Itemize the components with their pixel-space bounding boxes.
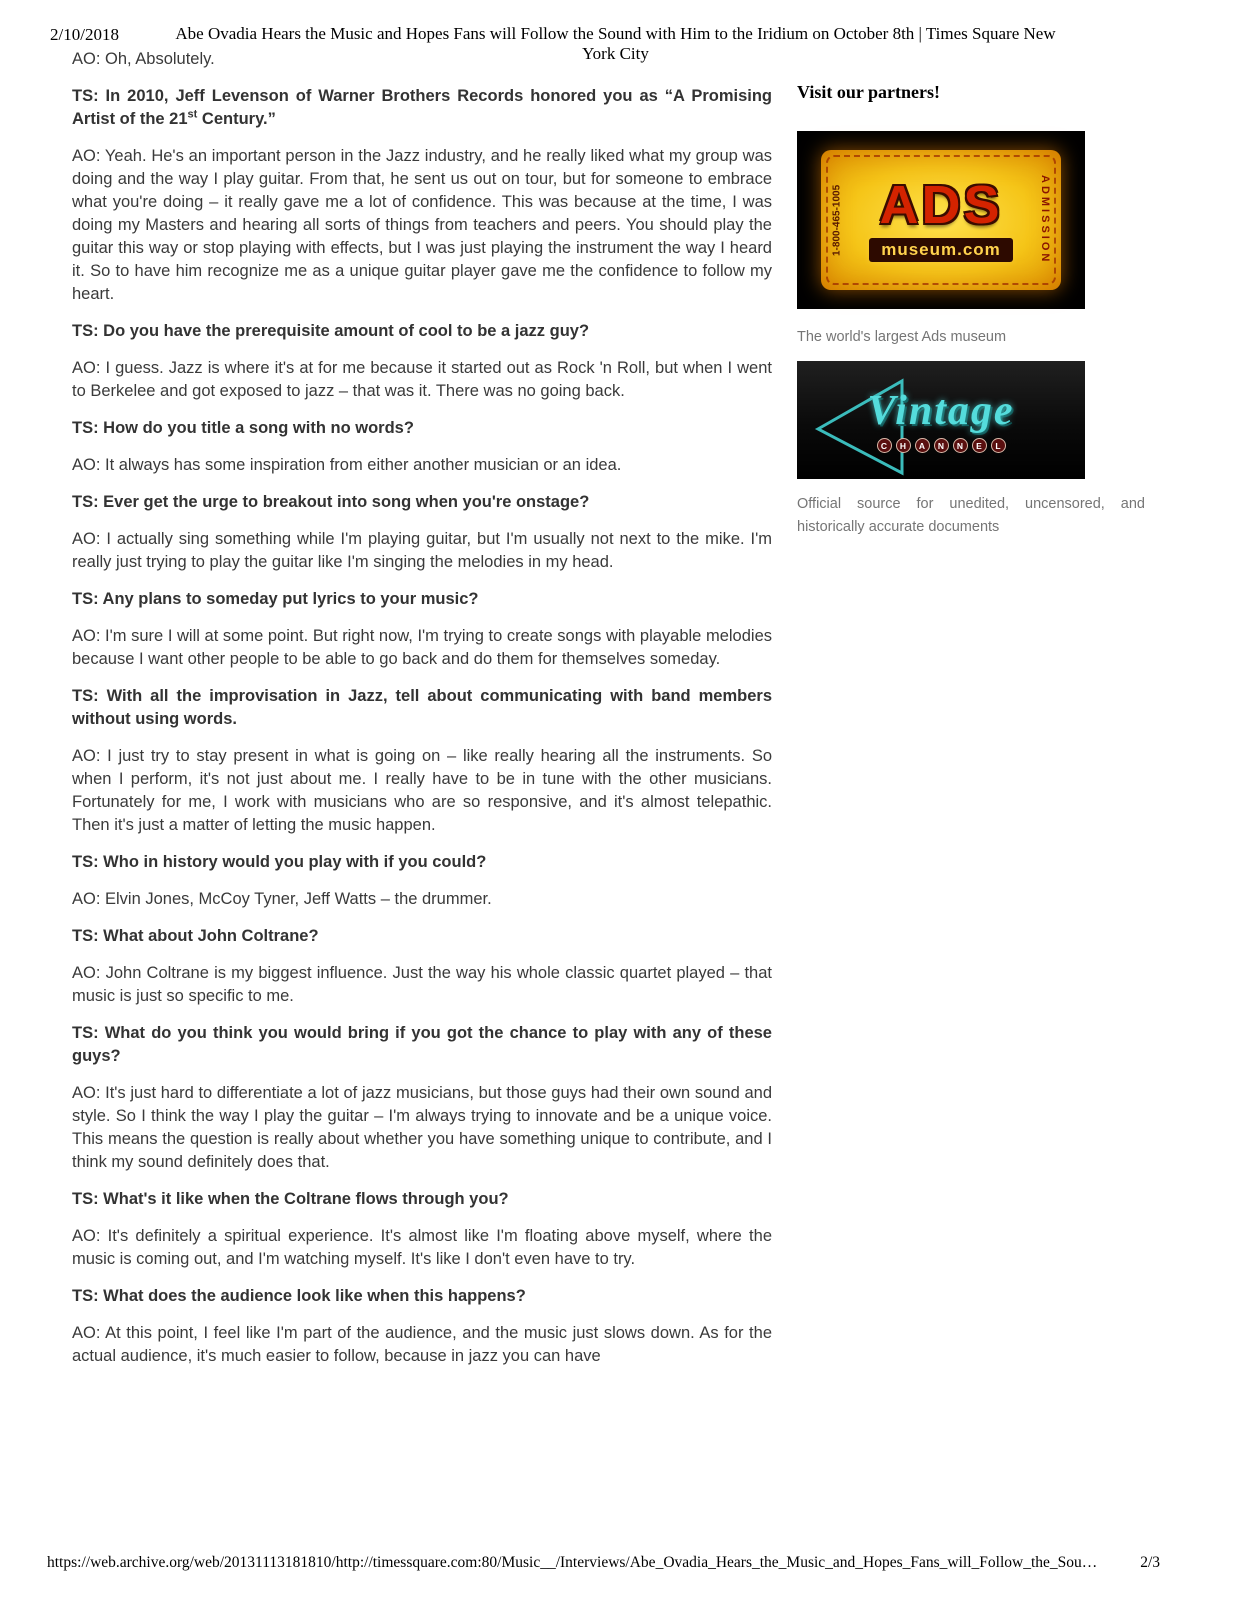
- interview-question: TS: What does the audience look like when this happens?: [72, 1287, 526, 1305]
- interview-answer: AO: Oh, Absolutely.: [72, 50, 215, 68]
- sidebar-title: Visit our partners!: [797, 82, 940, 102]
- interview-question: TS: In 2010, Jeff Levenson of Warner Brothers Records honored you as “A Promising Artist of the 21st Century.”: [72, 87, 772, 128]
- interview-question: TS: How do you title a song with no words?: [72, 419, 414, 437]
- ads-domain-text: museum.com: [869, 238, 1013, 262]
- vintage-channel-letter: E: [972, 438, 987, 453]
- partners-sidebar: [797, 82, 1161, 538]
- ads-brand-text: ADS: [879, 175, 1003, 235]
- interview-answer: AO: Yeah. He's an important person in the Jazz industry, and he really liked what my group was doing and the way I play guitar. From that, he sent us out on tour, but for someone to embrace what you're doing – it really gave me a lot of confidence. This was because at the time, I was doing my Masters and hearing all sorts of things from teachers and peers. You should play the guitar this way or stop playing with effects, but I was just playing the instrument the way I heard it. So to have him recognize me as a unique guitar player gave me the confidence to follow my heart.: [72, 147, 772, 303]
- print-url: https://web.archive.org/web/20131113181810/http://timessquare.com:80/Music__/Interviews/Abe_Ovadia_Hears_the_Music_and_Hopes_Fans_will_Follow_the_Sou…: [47, 1554, 1098, 1571]
- vintage-channel-letter: H: [896, 438, 911, 453]
- vintage-channel-caption: Official source for unedited, uncensored, and historically accurate documents: [797, 496, 1145, 535]
- interview-answer: AO: I actually sing something while I'm playing guitar, but I'm usually not next to the mike. I'm really just trying to play the guitar like I'm singing the melodies in my head.: [72, 530, 772, 571]
- vintage-channel-letter: C: [877, 438, 892, 453]
- interview-answer: AO: Elvin Jones, McCoy Tyner, Jeff Watts – the drummer.: [72, 890, 492, 908]
- interview-answer: AO: I guess. Jazz is where it's at for me because it started out as Rock 'n Roll, but when I went to Berkelee and got exposed to jazz – that was it. There was no going back.: [72, 359, 772, 400]
- interview-question: TS: Who in history would you play with if you could?: [72, 853, 487, 871]
- vintage-logo: [816, 387, 1066, 453]
- vintage-channel-letter: N: [934, 438, 949, 453]
- interview-article: [72, 48, 772, 1382]
- ads-admission-text: ADMISSION: [1039, 175, 1051, 265]
- vintage-channel-letter: A: [915, 438, 930, 453]
- ads-ticket-graphic: [821, 150, 1061, 290]
- ads-phone-text: 1-800-465-1005: [831, 184, 843, 256]
- vintage-channel-letter: N: [953, 438, 968, 453]
- interview-question: TS: Do you have the prerequisite amount of cool to be a jazz guy?: [72, 322, 590, 340]
- print-page-number: 2/3: [1140, 1554, 1160, 1571]
- interview-answer: AO: It always has some inspiration from either another musician or an idea.: [72, 456, 622, 474]
- print-title: Abe Ovadia Hears the Music and Hopes Fans will Follow the Sound with Him to the Iridium on October 8th | Times Square New York City: [175, 24, 1056, 63]
- interview-question: TS: What about John Coltrane?: [72, 927, 319, 945]
- interview-answer: AO: I just try to stay present in what is going on – like really hearing all the instruments. So when I perform, it's not just about me. I really have to be in tune with the other musicians. Fortunately for me, I work with musicians who are so responsive, and it's almost telepathic. Then it's just a matter of letting the music happen.: [72, 747, 772, 834]
- vintage-channel-letter: L: [991, 438, 1006, 453]
- interview-answer: AO: John Coltrane is my biggest influence. Just the way his whole classic quartet played – that music is just so specific to me.: [72, 964, 772, 1005]
- vintage-brand-text: Vintage: [867, 388, 1015, 435]
- interview-answer: AO: It's just hard to differentiate a lot of jazz musicians, but those guys had their own sound and style. So I think the way I play the guitar – I'm always trying to innovate and be a unique voice. This means the question is really about whether you have something unique to contribute, and I think my sound definitely does that.: [72, 1084, 772, 1171]
- interview-question: TS: What do you think you would bring if you got the chance to play with any of these guys?: [72, 1024, 772, 1065]
- print-footer: [47, 1554, 1160, 1572]
- ads-museum-banner[interactable]: [797, 131, 1085, 309]
- interview-answer: AO: At this point, I feel like I'm part of the audience, and the music just slows down. As for the actual audience, it's much easier to follow, because in jazz you can have: [72, 1324, 772, 1365]
- ads-museum-caption: The world's largest Ads museum: [797, 329, 1007, 345]
- interview-question: TS: Ever get the urge to breakout into song when you're onstage?: [72, 493, 590, 511]
- interview-answer: AO: It's definitely a spiritual experience. It's almost like I'm floating above myself, where the music is coming out, and I'm watching myself. It's like I don't even have to try.: [72, 1227, 772, 1268]
- vintage-channel-banner[interactable]: [797, 361, 1085, 479]
- interview-question: TS: Any plans to someday put lyrics to your music?: [72, 590, 479, 608]
- interview-question: TS: What's it like when the Coltrane flows through you?: [72, 1190, 509, 1208]
- interview-question: TS: With all the improvisation in Jazz, tell about communicating with band members without using words.: [72, 687, 772, 728]
- vintage-channel-letters: [816, 438, 1066, 453]
- print-date: 2/10/2018: [50, 25, 119, 44]
- interview-answer: AO: I'm sure I will at some point. But right now, I'm trying to create songs with playable melodies because I want other people to be able to go back and do them for themselves someday.: [72, 627, 772, 668]
